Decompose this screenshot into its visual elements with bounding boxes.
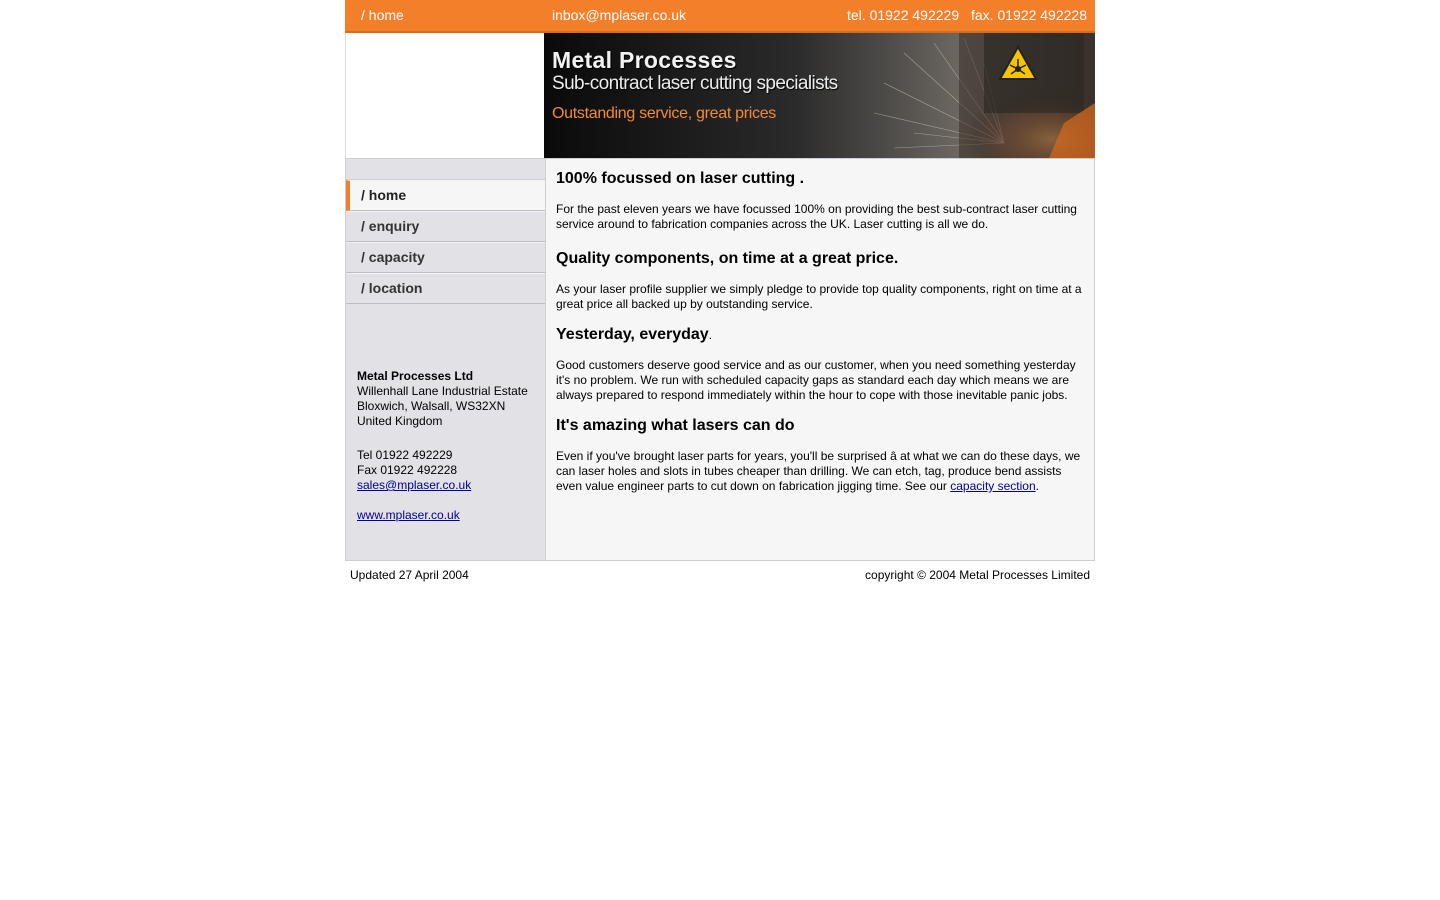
banner-tagline: Sub-contract laser cutting specialists xyxy=(552,73,838,94)
address-company: Metal Processes Ltd xyxy=(357,369,474,383)
main-content xyxy=(545,159,1094,560)
address-email-link[interactable]: sales@mplaser.co.uk xyxy=(357,478,472,492)
address-line1: Willenhall Lane Industrial Estate xyxy=(357,384,528,398)
paragraph-quality: As your laser profile supplier we simply pledge to provide top quality components, right on time at a great price all backed up by outstanding service. xyxy=(556,282,1082,311)
sidebar xyxy=(346,159,545,560)
banner xyxy=(544,33,1095,158)
top-bar xyxy=(345,0,1095,33)
nav-item-capacity[interactable]: / capacity xyxy=(346,242,545,273)
top-phone: tel. 01922 492229 xyxy=(847,7,960,23)
main-area xyxy=(345,158,1095,561)
paragraph-lasers-text: Even if you've brought laser parts for years, you'll be surprised â at what we can do these days, we can laser holes and slots in tubes cheaper than drilling. We can etch, tag, produce bend assists even value engineer parts to cut down on fabrication jigging time. See our xyxy=(556,449,1081,493)
footer-copyright: copyright © 2004 Metal Processes Limited xyxy=(865,568,1090,582)
paragraph-yesterday: Good customers deserve good service and as our customer, when you need something yesterday it's no problem. We run with scheduled capacity gaps as standard each day which means we are always prepared to respond immediately within the hour to cope with those inevitable panic jobs. xyxy=(556,358,1076,402)
top-fax: fax. 01922 492228 xyxy=(971,7,1087,23)
paragraph-lasers-end: . xyxy=(1035,479,1039,493)
heading-yesterday-text: Yesterday, everyday xyxy=(556,326,709,343)
banner-slogan: Outstanding service, great prices xyxy=(552,105,776,122)
address-line2: Bloxwich, Walsall, WS32XN xyxy=(357,399,506,413)
footer xyxy=(345,561,1095,585)
paragraph-focussed: For the past eleven years we have focussed 100% on providing the best sub-contract laser cutting service around to fabrication companies across the UK. Laser cutting is all we do. xyxy=(556,202,1077,231)
capacity-section-link[interactable]: capacity section xyxy=(950,479,1036,493)
contact-address xyxy=(357,369,537,523)
nav-item-home[interactable]: / home xyxy=(346,180,545,211)
heading-lasers: It's amazing what lasers can do xyxy=(556,417,795,434)
banner-company-name: Metal Processes xyxy=(552,47,737,73)
address-tel: Tel 01922 492229 xyxy=(357,448,453,462)
top-email-link[interactable]: inbox@mplaser.co.uk xyxy=(552,7,687,23)
top-home-link[interactable]: / home xyxy=(361,7,404,23)
laser-warning-icon xyxy=(998,45,1038,81)
address-line3: United Kingdom xyxy=(357,414,443,428)
heading-yesterday xyxy=(556,326,1084,344)
sidebar-top-gap xyxy=(346,159,545,180)
page-container xyxy=(345,0,1095,585)
address-fax: Fax 01922 492228 xyxy=(357,463,458,477)
paragraph-lasers xyxy=(556,449,1084,494)
footer-updated: Updated 27 April 2004 xyxy=(350,568,469,582)
nav-item-location[interactable]: / location xyxy=(346,273,545,304)
heading-quality: Quality components, on time at a great price. xyxy=(556,250,899,267)
address-website-link[interactable]: www.mplaser.co.uk xyxy=(357,508,460,522)
sidebar-nav xyxy=(346,180,545,304)
heading-focussed: 100% focussed on laser cutting . xyxy=(556,170,805,187)
banner-row xyxy=(345,33,1095,158)
banner-spacer xyxy=(345,33,544,158)
nav-item-enquiry[interactable]: / enquiry xyxy=(346,211,545,242)
heading-yesterday-period: . xyxy=(708,328,713,342)
